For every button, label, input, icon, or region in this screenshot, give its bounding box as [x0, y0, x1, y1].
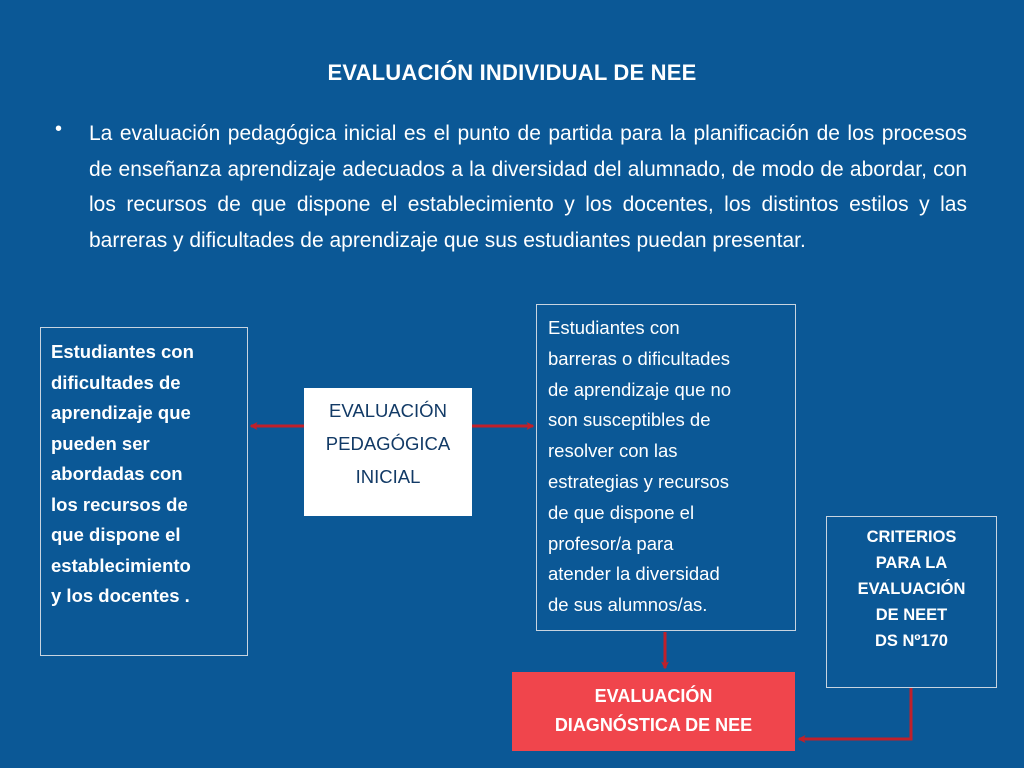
- node-line: Estudiantes con: [548, 317, 680, 338]
- node-line: EVALUACIÓN: [857, 580, 966, 598]
- arrow-criteria-to-diagnostic: [799, 688, 911, 739]
- node-line: estrategias y recursos: [548, 470, 729, 492]
- node-line: de aprendizaje que no: [548, 378, 732, 400]
- node-line: atender la diversidad: [548, 563, 720, 585]
- node-line: aprendizaje que: [51, 402, 191, 423]
- node-line: de que dispone el: [548, 501, 695, 523]
- node-line: pueden ser: [51, 432, 150, 454]
- node-line: que dispone el: [51, 524, 181, 545]
- node-line: establecimiento: [51, 554, 191, 576]
- node-line: PARA LA: [875, 554, 948, 572]
- node-line: dificultades de: [51, 371, 181, 393]
- node-line: barreras o dificultades: [548, 347, 731, 369]
- node-line: los recursos de: [51, 493, 188, 515]
- node-line: DIAGNÓSTICA DE NEE: [554, 715, 753, 735]
- bullet-text: La evaluación pedagógica inicial es el punto de partida para la planificación de los procesos de enseñanza aprendizaje adecuados a la diversidad del alumnado, de modo de abordar, con los recursos de que dispone el establecimiento y los docentes, los distintos estilos y las barreras y dificultades de aprendizaje que sus estudiantes puedan presentar.: [89, 122, 967, 252]
- node-line: CRITERIOS: [866, 528, 957, 546]
- node-line: INICIAL: [355, 466, 421, 487]
- node-line: EVALUACIÓN: [594, 686, 713, 706]
- node-line: y los docentes .: [51, 585, 190, 606]
- node-line: son susceptibles de: [548, 409, 711, 431]
- node-line: profesor/a para: [548, 532, 674, 554]
- node-line: resolver con las: [548, 440, 678, 462]
- node-line: DE NEET: [875, 606, 948, 624]
- node-line: PEDAGÓGICA: [325, 433, 451, 454]
- node-line: de sus alumnos/as.: [548, 594, 708, 616]
- node-line: Estudiantes con: [51, 341, 194, 362]
- node-line: EVALUACIÓN: [329, 400, 447, 421]
- slide-title: EVALUACIÓN INDIVIDUAL DE NEE: [327, 60, 697, 85]
- node-line: abordadas con: [51, 463, 183, 484]
- bullet-dot-icon: •: [55, 118, 63, 140]
- node-line: DS Nº170: [875, 632, 948, 650]
